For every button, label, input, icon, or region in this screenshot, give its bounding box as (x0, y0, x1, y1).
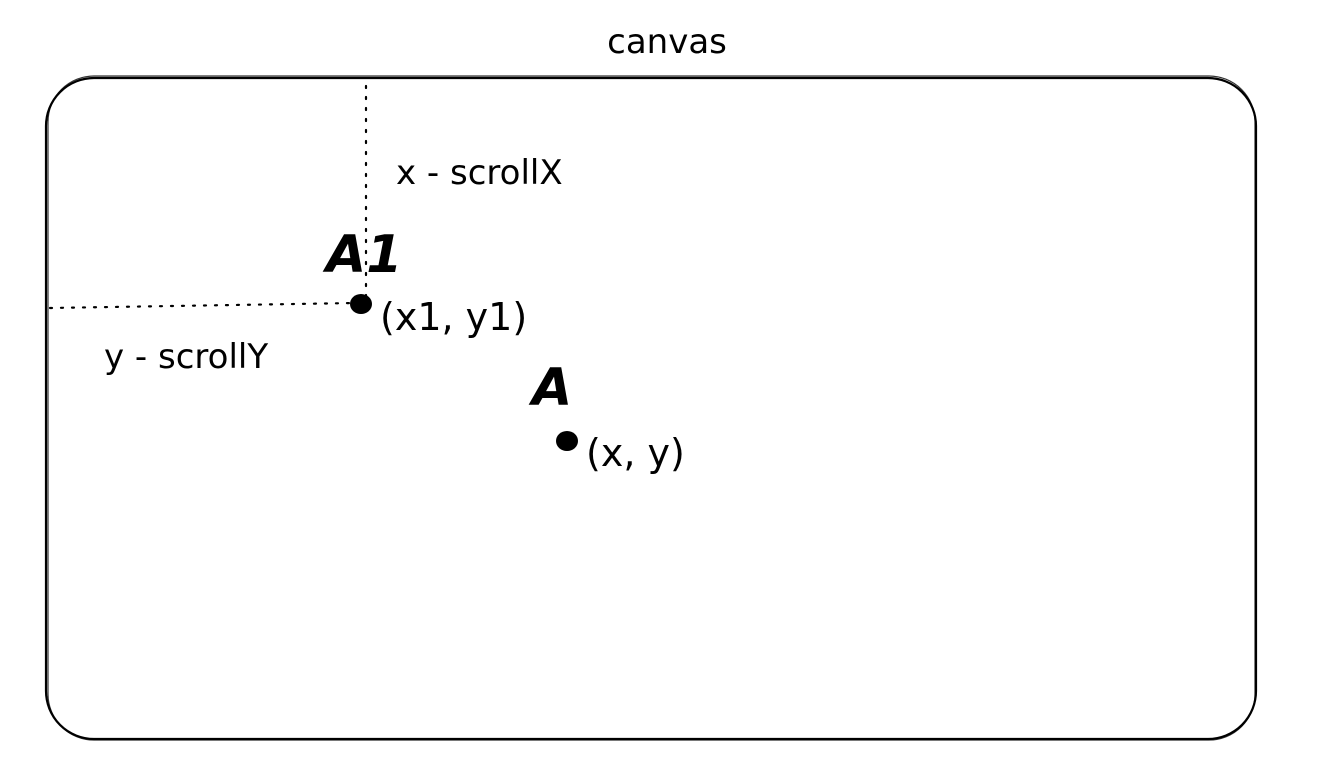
point-a1-dot (350, 294, 372, 314)
point-a-coords: (x, y) (586, 431, 685, 475)
canvas-title: canvas (607, 22, 727, 62)
point-a1-name: A1 (326, 225, 403, 285)
canvas-frame (46, 76, 1256, 740)
point-a1-coords: (x1, y1) (380, 295, 528, 339)
point-a-name: A (532, 358, 573, 418)
y-offset-label: y - scrollY (104, 337, 269, 377)
point-a-dot (556, 431, 578, 451)
x-offset-label: x - scrollX (396, 153, 563, 193)
y-offset-guide (50, 303, 356, 308)
